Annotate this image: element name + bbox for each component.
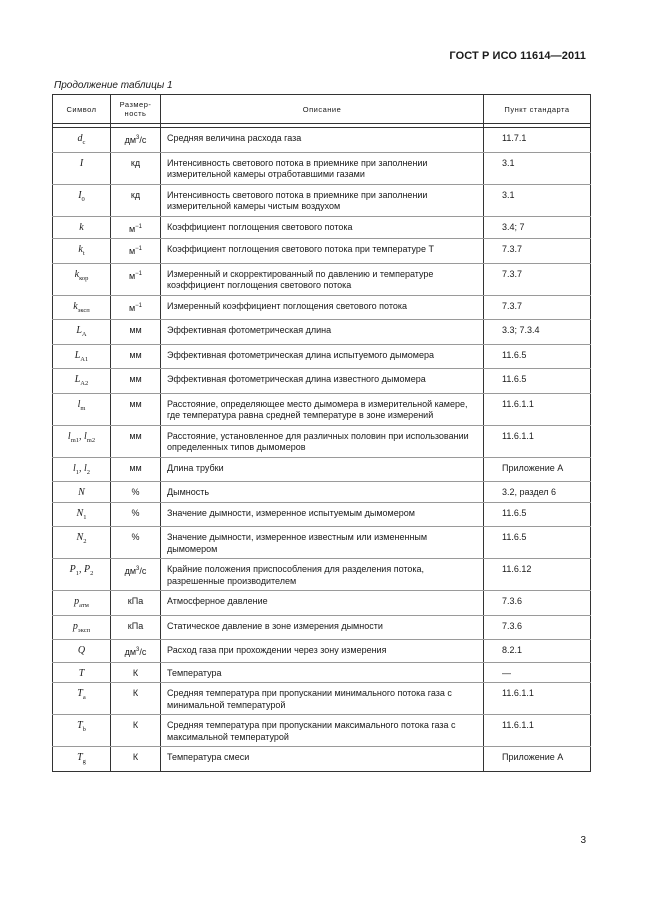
table-row (53, 369, 591, 394)
unit-base: % (131, 487, 140, 497)
description-cell: Измеренный и скорректированный по давлению и температуре коэффициент поглощения светового потока (161, 263, 484, 295)
unit-cell (111, 502, 161, 527)
symbol-letter: l (67, 430, 71, 442)
unit-base: кд (130, 189, 141, 200)
description-cell: Температура (161, 662, 484, 683)
symbol-cell (53, 747, 111, 772)
symbol-subscript: b (82, 726, 86, 733)
symbol-subscript: m1 (70, 436, 79, 444)
symbol-letter: p (74, 596, 80, 607)
symbol-subscript: 1 (75, 570, 79, 577)
unit-base: дм (124, 135, 137, 145)
symbol-letter: p (72, 620, 78, 632)
symbol-cell (53, 615, 111, 640)
symbol-cell (53, 263, 111, 295)
unit-cell (111, 295, 161, 320)
unit-cell (111, 425, 161, 457)
table-row (53, 320, 591, 345)
unit-cell (111, 152, 161, 184)
description-cell: Длина трубки (161, 457, 484, 482)
unit-base: м (128, 302, 136, 313)
table-row (53, 715, 591, 747)
symbol-cell (53, 369, 111, 394)
description-cell: Дымность (161, 482, 484, 503)
unit-exponent: 3 (136, 566, 140, 572)
table-row (53, 128, 591, 153)
unit-cell (111, 128, 161, 153)
symbol-letter: P (69, 564, 76, 575)
symbol-cell (53, 344, 111, 369)
unit-cell (111, 559, 161, 591)
clause-reference-cell: Приложение А (484, 457, 591, 482)
clause-reference-cell: 11.6.5 (484, 527, 591, 559)
table-row (53, 457, 591, 482)
description-cell: Значение дымности, измеренное известным или измененным дымомером (161, 527, 484, 559)
description-cell: Средняя температура при пропускании минимального потока газа с минимальной температурой (161, 683, 484, 715)
unit-base: мм (129, 349, 142, 360)
table-row (53, 216, 591, 239)
symbol-letter: k (74, 268, 80, 280)
symbol-letter: I (78, 189, 82, 201)
unit-base: мм (129, 374, 142, 384)
unit-base: % (131, 507, 140, 518)
clause-reference-cell: 11.6.5 (484, 344, 591, 369)
description-cell: Эффективная фотометрическая длина испытуемого дымомера (161, 344, 484, 369)
symbol-letter: L (74, 374, 81, 385)
clause-reference-cell: 7.3.6 (484, 591, 591, 616)
table-row (53, 559, 591, 591)
table-continuation-label: Продолжение таблицы 1 (54, 80, 173, 91)
clause-reference-cell: 7.3.7 (484, 295, 591, 320)
unit-exponent: −1 (135, 270, 143, 277)
description-cell: Температура смеси (161, 747, 484, 772)
unit-base: мм (129, 430, 142, 441)
clause-reference-cell: — (484, 662, 591, 683)
description-cell: Крайние положения приспособления для разделения потока, разрешенные производителем (161, 559, 484, 591)
unit-base: К (132, 688, 139, 698)
table-row (53, 344, 591, 369)
unit-cell (111, 457, 161, 482)
symbol-cell (53, 128, 111, 153)
unit-base: кПа (127, 620, 144, 631)
unit-base: К (132, 667, 139, 678)
description-cell: Измеренный коэффициент поглощения светового потока (161, 295, 484, 320)
symbol-subscript: 0 (81, 195, 85, 203)
unit-base: м (128, 223, 136, 234)
symbol-letter: T (77, 752, 83, 763)
symbol-cell: $l_1$, $l_2$ (53, 457, 111, 482)
clause-reference-cell: 3.2, раздел 6 (484, 482, 591, 503)
symbol-subscript: 1 (75, 468, 79, 476)
unit-base: кд (130, 157, 141, 168)
clause-reference-cell: 11.7.1 (484, 128, 591, 153)
symbol-letter: I (79, 157, 84, 169)
clause-reference-cell: 8.2.1 (484, 640, 591, 663)
symbol-subscript: эксп (77, 306, 90, 314)
unit-cell (111, 482, 161, 503)
symbol-cell (53, 216, 111, 239)
description-cell: Статическое давление в зоне измерения дымности (161, 615, 484, 640)
symbol-cell: $P_1$, $P_2$ (53, 559, 111, 591)
clause-reference-cell: 3.1 (484, 184, 591, 216)
column-header-clause: Пункт стандарта (484, 95, 591, 124)
unit-cell (111, 527, 161, 559)
unit-base: К (132, 752, 139, 762)
unit-cell (111, 263, 161, 295)
symbol-subscript: 2 (90, 570, 94, 577)
symbol-subscript: A2 (80, 380, 89, 387)
symbol-letter: k (79, 221, 84, 233)
description-cell: Эффективная фотометрическая длина известного дымомера (161, 369, 484, 394)
table-row (53, 393, 591, 425)
symbol-letter: T (78, 667, 85, 679)
symbol-cell (53, 239, 111, 264)
symbol-letter: N (76, 507, 84, 519)
symbol-letter: Q (77, 645, 86, 656)
unit-base: кПа (127, 596, 144, 606)
unit-base: мм (129, 462, 142, 473)
symbol-subscript: 2 (86, 468, 91, 476)
symbol-letter: N (76, 532, 84, 543)
description-cell: Интенсивность светового потока в приемнике при заполнении измерительной камеры чистым воздухом (161, 184, 484, 216)
symbol-letter: N (78, 487, 85, 498)
description-cell: Атмосферное давление (161, 591, 484, 616)
symbol-cell: $l_{m1}$, $l_{m2}$ (53, 425, 111, 457)
clause-reference-cell: 7.3.7 (484, 263, 591, 295)
description-cell: Расстояние, установленное для различных половин при использовании определенных типов дымомеров (161, 425, 484, 457)
column-header-symbol: Символ (53, 95, 111, 124)
unit-tail: /с (139, 566, 147, 576)
symbol-subscript: 2 (83, 538, 87, 545)
unit-tail: /с (139, 135, 147, 145)
unit-cell (111, 591, 161, 616)
unit-cell (111, 369, 161, 394)
symbol-letter: k (78, 244, 83, 255)
unit-cell (111, 344, 161, 369)
description-cell: Интенсивность светового потока в приемнике при заполнении измерительной камеры отработавшими газами (161, 152, 484, 184)
table-row (53, 263, 591, 295)
unit-base: мм (129, 398, 142, 409)
symbol-cell (53, 393, 111, 425)
symbol-subscript: A1 (80, 355, 89, 363)
symbol-letter: l (84, 430, 87, 442)
unit-cell (111, 747, 161, 772)
symbol-letter: l (84, 462, 87, 474)
column-header-unit: Размер- ность (111, 95, 161, 124)
symbol-cell (53, 295, 111, 320)
symbol-subscript: кор (79, 274, 89, 282)
symbol-letter: T (77, 688, 83, 699)
symbol-letter: k (73, 300, 78, 312)
unit-cell (111, 320, 161, 345)
description-cell: Эффективная фотометрическая длина (161, 320, 484, 345)
symbol-subscript: m2 (86, 436, 96, 444)
clause-reference-cell: 11.6.1.1 (484, 715, 591, 747)
symbol-letter: L (76, 325, 82, 336)
unit-cell (111, 715, 161, 747)
table-row (53, 425, 591, 457)
symbol-letter: P (84, 564, 91, 575)
clause-reference-cell: 11.6.5 (484, 369, 591, 394)
unit-cell (111, 615, 161, 640)
description-cell: Средняя величина расхода газа (161, 128, 484, 153)
unit-base: К (132, 720, 139, 730)
table-row (53, 683, 591, 715)
unit-base: мм (129, 325, 142, 335)
symbol-letter: L (74, 349, 81, 361)
clause-reference-cell: Приложение А (484, 747, 591, 772)
description-cell: Расстояние, определяющее место дымомера в измерительной камере, где температура равна средней температуре в зоне измерений (161, 393, 484, 425)
table-header-row (53, 95, 591, 124)
symbol-subscript: эксп (77, 626, 91, 634)
unit-cell (111, 393, 161, 425)
unit-exponent: −1 (135, 223, 143, 230)
table-row (53, 527, 591, 559)
description-cell: Коэффициент поглощения светового потока при температуре T (161, 239, 484, 264)
symbol-cell (53, 591, 111, 616)
description-cell: Расход газа при прохождении через зону измерения (161, 640, 484, 663)
table-row (53, 295, 591, 320)
symbol-cell (53, 320, 111, 345)
table-row (53, 502, 591, 527)
table-row (53, 184, 591, 216)
symbol-cell (53, 482, 111, 503)
symbol-cell (53, 683, 111, 715)
unit-cell (111, 640, 161, 663)
unit-base: дм (124, 566, 137, 576)
table-row (53, 615, 591, 640)
clause-reference-cell: 11.6.5 (484, 502, 591, 527)
clause-reference-cell: 3.4; 7 (484, 216, 591, 239)
unit-exponent: −1 (135, 302, 143, 309)
table-row (53, 662, 591, 683)
unit-base: % (131, 532, 140, 542)
table-row (53, 482, 591, 503)
unit-cell (111, 216, 161, 239)
symbol-letter: l (72, 462, 76, 474)
symbol-subscript: A (81, 331, 87, 338)
description-cell: Коэффициент поглощения светового потока (161, 216, 484, 239)
symbol-subscript: g (82, 758, 86, 765)
standard-code-header: ГОСТ Р ИСО 11614—2011 (449, 50, 586, 62)
clause-reference-cell: 3.3; 7.3.4 (484, 320, 591, 345)
symbol-letter: l (77, 398, 81, 410)
clause-reference-cell: 11.6.12 (484, 559, 591, 591)
table-row (53, 239, 591, 264)
clause-reference-cell: 11.6.1.1 (484, 425, 591, 457)
unit-exponent: 3 (136, 135, 140, 141)
symbol-subscript: атм (79, 602, 89, 609)
clause-reference-cell: 3.1 (484, 152, 591, 184)
symbol-subscript: a (82, 694, 86, 701)
symbol-cell (53, 715, 111, 747)
symbol-letter: T (77, 720, 83, 731)
clause-reference-cell: 11.6.1.1 (484, 683, 591, 715)
clause-reference-cell: 11.6.1.1 (484, 393, 591, 425)
unit-base: дм (124, 647, 137, 657)
unit-exponent: 3 (136, 647, 140, 653)
symbol-cell (53, 152, 111, 184)
symbol-cell (53, 184, 111, 216)
symbol-letter: d (77, 133, 83, 144)
table-row (53, 640, 591, 663)
column-header-description: Описание (161, 95, 484, 124)
symbol-subscript: c (82, 139, 86, 146)
unit-cell (111, 683, 161, 715)
unit-exponent: −1 (135, 246, 143, 252)
unit-cell (111, 239, 161, 264)
table-row (53, 152, 591, 184)
unit-cell (111, 184, 161, 216)
symbol-cell (53, 502, 111, 527)
page-number: 3 (580, 835, 586, 846)
table-row (53, 591, 591, 616)
unit-tail: /с (139, 647, 147, 657)
clause-reference-cell: 7.3.6 (484, 615, 591, 640)
symbol-subscript: 1 (83, 513, 87, 521)
unit-base: м (128, 270, 136, 281)
symbol-cell (53, 527, 111, 559)
symbol-subscript: m (80, 404, 86, 412)
symbols-table (52, 94, 591, 772)
description-cell: Значение дымности, измеренное испытуемым дымомером (161, 502, 484, 527)
unit-cell (111, 662, 161, 683)
symbol-subscript: t (82, 250, 85, 257)
table-row (53, 747, 591, 772)
symbol-cell (53, 640, 111, 663)
symbol-cell (53, 662, 111, 683)
description-cell: Средняя температура при пропускании максимального потока газа с максимальной температурой (161, 715, 484, 747)
unit-base: м (128, 246, 136, 256)
clause-reference-cell: 7.3.7 (484, 239, 591, 264)
